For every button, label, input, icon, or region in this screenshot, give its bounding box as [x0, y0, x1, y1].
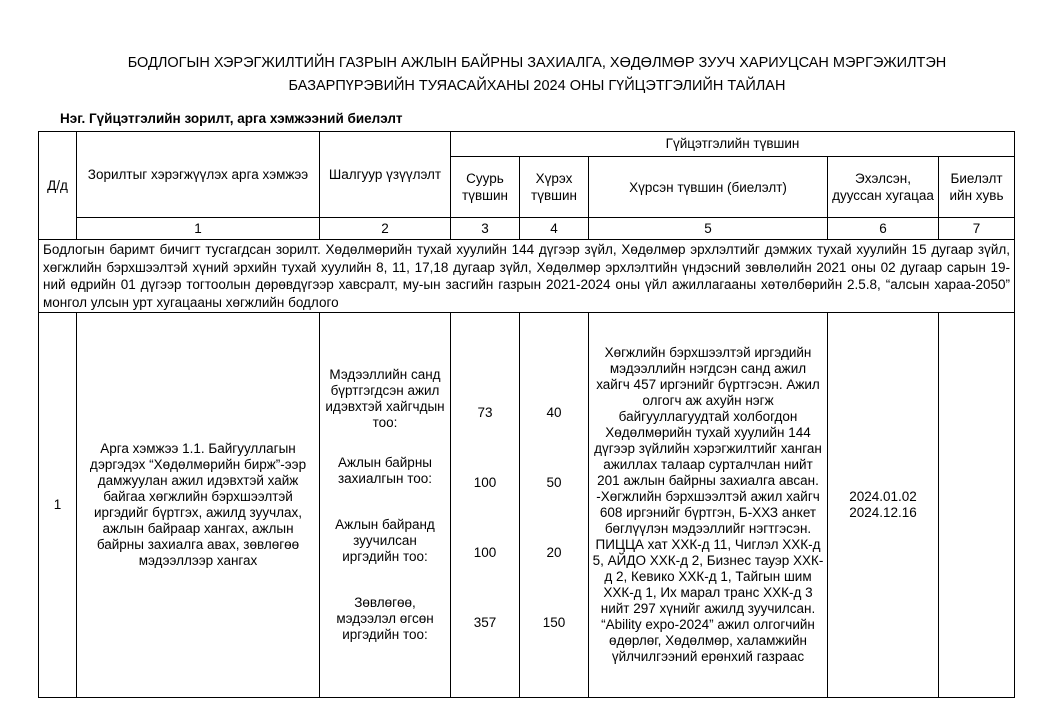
achieved-level-text: [589, 313, 828, 698]
criteria-item: Зөвлөгөө, мэдээлэл өгсөн иргэдийн тоо:: [336, 595, 434, 642]
document-title-line2: БАЗАРПҮРЭВИЙН ТУЯАСАЙХАНЫ 2024 ОНЫ ГҮЙЦЭТГЭЛИЙН ТАЙЛАН: [288, 78, 786, 94]
period-dates: [828, 313, 939, 698]
header-row-group: [39, 132, 1015, 157]
column-number-5: 5: [589, 218, 828, 240]
document-title: [49, 0, 1025, 98]
performance-report-table: [38, 131, 1015, 698]
achieved-paragraph-2: -Хөгжлийн бэрхшээлтэй ажил хайгч 608 иргэнийг бүртгэн, Б-ХХЗ анкет бөглүүлэн мэдээллийг нэгтгэсэн. ПИЦЦА хат ХХК-д 11, Чиглэл ХХК-д 5, АЙДО ХХК-д 2, Бизнес тауэр ХХК-д 2, Кевико ХХК-д 1, Тайгын шим ХХК-д 1, Их марал транс ХХК-д 3 нийт 297 хүнийг ажилд зуучилсан. “Ability expo-2024” ажил олгогчийн өдөрлөг, Хөдөлмөр, халамжийн үйлчилгээний ерөнхий газраас: [592, 489, 824, 664]
column-number-2: 2: [320, 218, 451, 240]
policy-objective-row: [39, 240, 1015, 313]
target-level-value: 40: [546, 405, 562, 420]
base-level-value: 100: [473, 545, 497, 560]
header-cell-dd: Д/д: [39, 132, 77, 240]
column-number-4: 4: [520, 218, 589, 240]
measure-text: Арга хэмжээ 1.1. Байгууллагын дэргэдэх “Хөдөлмөрийн бирж”-ээр дамжуулан ажил идэвхтэй хайж байгаа хөгжлийн бэрхшээлтэй иргэдийг бүртгэх, ажилд зуучлах, ажлын байраар хангах, ажлын байрны захиалга авах, зөвлөгөө мэдээллээр хангах: [77, 313, 320, 698]
period-end-date: 2024.12.16: [849, 505, 917, 520]
target-level-values: [520, 313, 589, 698]
completion-percent: [939, 313, 1015, 698]
section-heading: Нэг. Гүйцэтгэлийн зорилт, арга хэмжээний биелэлт: [60, 111, 403, 126]
header-cell-performance-group: Гүйцэтгэлийн түвшин: [451, 132, 1015, 157]
base-level-value: 73: [477, 405, 493, 420]
base-level-value: 357: [473, 615, 497, 630]
achieved-paragraph-1: Хөгжлийн бэрхшээлтэй иргэдийн мэдээллийн нэгдсэн санд ажил хайгч 457 иргэнийг бүртгэсэн. Ажил олгогч аж ахуйн нэгж байгууллагуудтай холбогдон Хөдөлмөрийн тухай хуулийн 144 дүгээр зүйлийн хэрэгжилтийг ханган ажиллах талаар сурталчлан нийт 201 ажлын байрны захиалга авсан.: [594, 345, 822, 488]
header-cell-percent: Биелэлт ийн хувь: [939, 157, 1015, 218]
criteria-list: [320, 313, 451, 698]
criteria-item: Ажлын байранд зуучилсан иргэдийн тоо:: [335, 517, 435, 564]
header-cell-target: Хүрэх түвшин: [520, 157, 589, 218]
period-start-date: 2024.01.02: [849, 489, 917, 504]
document-title-line1: БОДЛОГЫН ХЭРЭГЖИЛТИЙН ГАЗРЫН АЖЛЫН БАЙРНЫ ЗАХИАЛГА, ХӨДӨЛМӨР ЗУУЧ ХАРИУЦСАН МЭРГЭЖИЛТЭН: [127, 55, 947, 71]
header-cell-period: Эхэлсэн, дууссан хугацаа: [828, 157, 939, 218]
header-row-numbers: [39, 218, 1015, 240]
target-level-value: 150: [542, 615, 566, 630]
column-number-3: 3: [451, 218, 520, 240]
header-cell-base: Суурь түвшин: [451, 157, 520, 218]
base-level-value: 100: [473, 475, 497, 490]
table-row: [39, 313, 1015, 698]
column-number-7: 7: [939, 218, 1015, 240]
row-number: 1: [39, 313, 77, 698]
header-cell-criteria: Шалгуур үзүүлэлт: [320, 132, 451, 218]
policy-objective-text: Бодлогын баримт бичигт тусгагдсан зорилт. Хөдөлмөрийн тухай хуулийн 144 дүгээр зүйл, Хөдөлмөр эрхлэлтийг дэмжих тухай хуулийн 15 дугаар зүйл, хөгжлийн бэрхшээлтэй хүний эрхийн тухай хуулийн 8, 11, 17,18 дугаар зүйл, Хөдөлмөр эрхлэлтийн үндэсний зөвлөлийн 2021 оны 02 дугаар сарын 19-ний өдрийн 01 дүгээр тогтоолын дөрөвдүгээр хавсралт, му-ын засгийн газрын 2021-2024 оны үйл ажиллагааны хөтөлбөрийн 2.5.8, “алсын хараа-2050” монгол улсын урт хугацааны хөгжлийн бодлого: [39, 240, 1015, 313]
column-number-6: 6: [828, 218, 939, 240]
criteria-item: Ажлын байрны захиалгын тоо:: [337, 455, 432, 486]
criteria-item: Мэдээллийн санд бүртгэгдсэн ажил идэвхтэй хайгчдын тоо:: [325, 367, 445, 430]
header-cell-achieved: Хүрсэн түвшин (биелэлт): [589, 157, 828, 218]
target-level-value: 20: [546, 545, 562, 560]
header-cell-measure: Зорилтыг хэрэгжүүлэх арга хэмжээ: [77, 132, 320, 218]
column-number-1: 1: [77, 218, 320, 240]
target-level-value: 50: [546, 475, 562, 490]
base-level-values: [451, 313, 520, 698]
